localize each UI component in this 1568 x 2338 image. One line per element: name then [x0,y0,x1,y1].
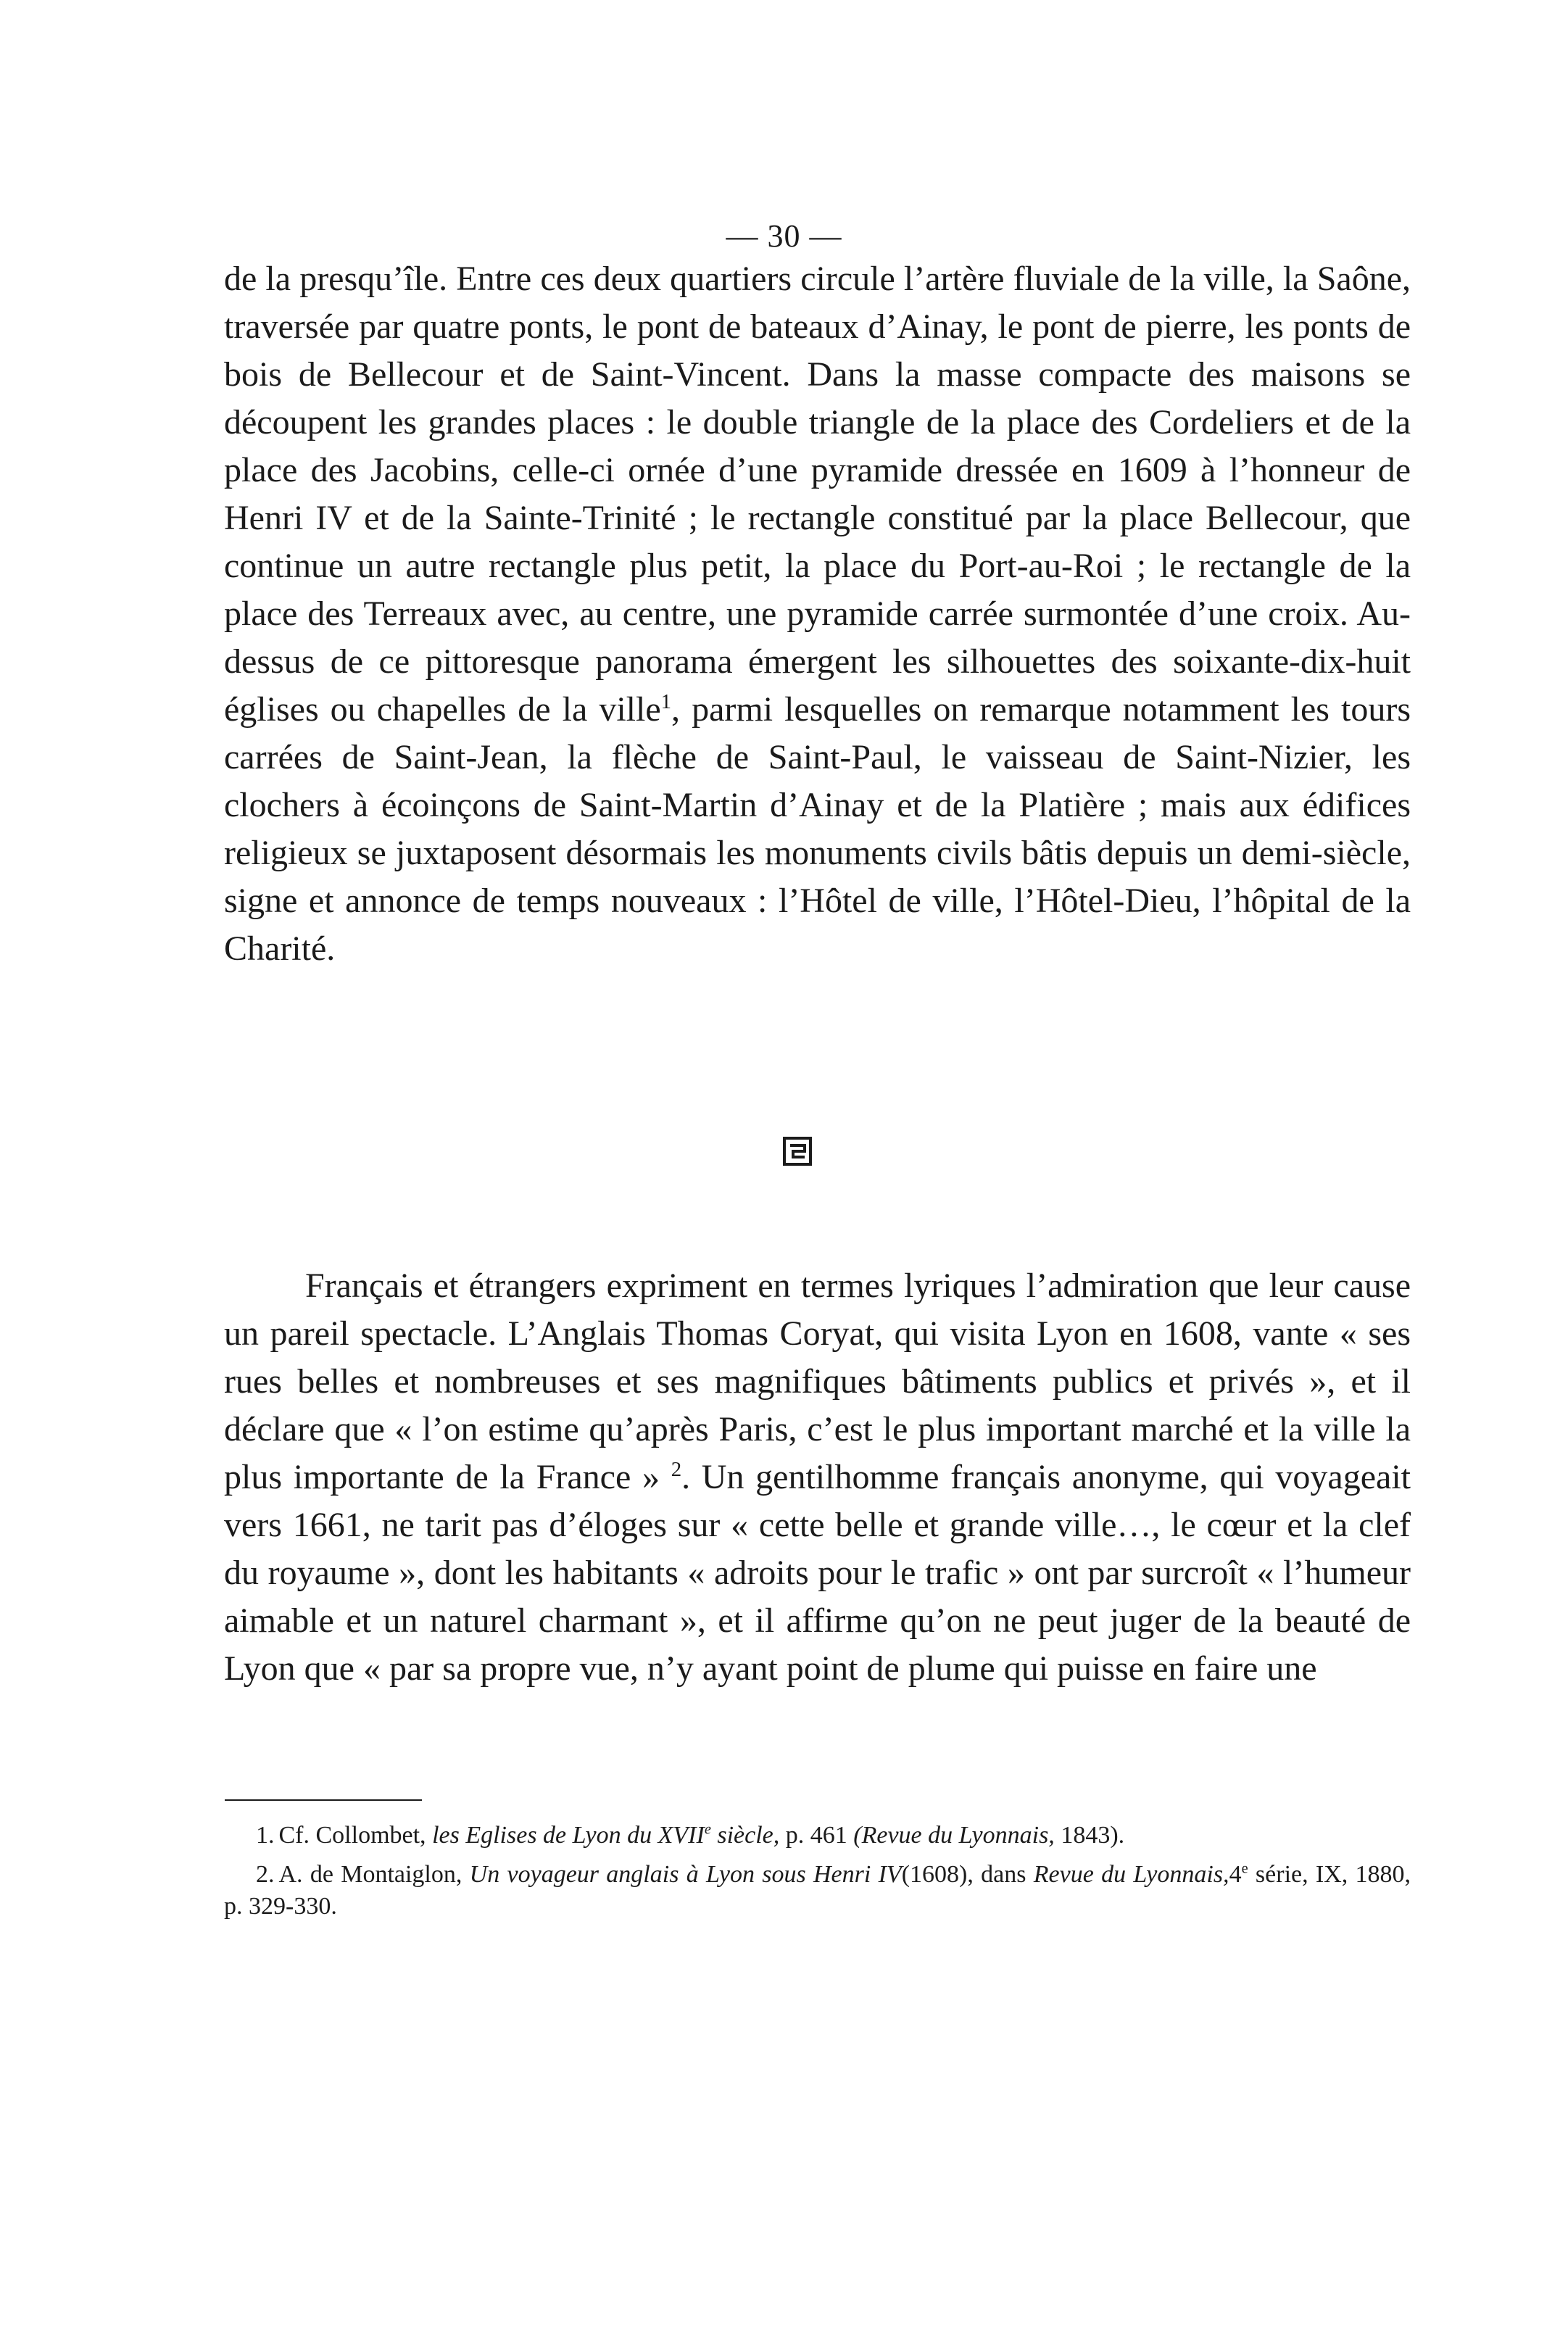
section-ornament-icon [783,1137,812,1166]
paragraph-1-text: de la presqu’île. Entre ces deux quartiers circule l’artère fluviale de la ville, la Saône, traversée par quatre ponts, le pont de bateaux d’Ainay, le pont de pierre, les ponts de bois de Bellecour et de Saint-Vincent. Dans la masse compacte des maisons se découpent les grandes places : le double triangle de la place des Cordeliers et de la place des Jacobins, celle-ci ornée d’une pyramide dressée en 1609 à l’honneur de Henri IV et de la Sainte-Trinité ; le rectangle constitué par la place Bellecour, que continue un autre rectangle plus petit, la place du Port-au-Roi ; le rectangle de la place des Terreaux avec, au centre, une pyramide carrée surmontée d’une croix. Au-dessus de ce pittoresque panorama émergent les silhouettes des soixante-dix-huit églises ou chapelles de la ville [224,260,1411,729]
paragraph-2 [224,1262,1411,1693]
footnote-2-author: A. de Montaiglon, [278,1861,462,1888]
footnote-divider [225,1799,422,1801]
paragraph-1-continued: , parmi lesquelles on remarque notamment les tours carrées de Saint-Jean, la flèche de Saint-Paul, le vaisseau de Saint-Nizier, les clochers à écoinçons de Saint-Martin d’Ainay et de la Platière ; mais aux édifices religieux se juxtaposent désormais les monuments civils bâtis depuis un demi-siècle, signe et annonce de temps nouveaux : l’Hôtel de ville, l’Hôtel-Dieu, l’hôpital de la Charité. [224,690,1411,968]
page-number: — 30 — [726,218,842,254]
footnote-1-author: Cf. Collombet, [278,1822,426,1849]
footnote-2-series-sup: e [1241,1860,1248,1877]
paragraph-1 [224,255,1411,973]
footnote-2-title: Un voyageur anglais à Lyon sous Henri IV [469,1861,902,1888]
footnote-2-rest: série, IX, 1880, p. 329-330. [224,1861,1411,1920]
footnote-2-series-num: 4 [1229,1861,1242,1888]
footnote-2-number: 2. [256,1861,275,1888]
footnote-1 [224,1820,1411,1852]
footnote-1-journal: (Revue du Lyonnais, [853,1822,1055,1849]
footnote-ref-2[interactable]: 2 [671,1458,682,1481]
footnote-1-page: p. 461 [785,1822,847,1849]
paragraph-2-text: Français et étrangers expriment en termes lyriques l’admiration que leur cause un pareil spectacle. L’Anglais Thomas Coryat, qui visita Lyon en 1608, vante « ses rues belles et nombreuses et ses magnifiques bâtiments publics et privés », et il déclare que « l’on estime qu’après Paris, c’est le plus important marché et la ville la plus importante de la France » [224,1267,1411,1496]
footnote-1-title: les Eglises de Lyon du [432,1822,652,1849]
footnote-1-century-sup: e [704,1821,711,1838]
footnote-2-date: (1608), dans [901,1861,1026,1888]
footnote-1-siecle: siècle, [717,1822,780,1849]
footnote-1-number: 1. [256,1822,275,1849]
footnote-2 [224,1859,1411,1923]
footnote-1-century: XVII [658,1822,705,1849]
paragraph-2-continued: . Un gentilhomme français anonyme, qui voyageait vers 1661, ne tarit pas d’éloges sur « cette belle et grande ville…, le cœur et la clef du royaume », dont les habitants « adroits pour le trafic » ont par surcroît « l’humeur aimable et un naturel charmant », et il affirme qu’on ne peut juger de la beauté de Lyon que « par sa propre vue, n’y ayant point de plume qui puisse en faire une [224,1458,1411,1688]
footnotes [224,1820,1411,1930]
footnote-1-year: 1843). [1061,1822,1125,1849]
footnote-2-journal: Revue du Lyonnais, [1033,1861,1229,1888]
footnote-ref-1[interactable]: 1 [660,690,672,713]
